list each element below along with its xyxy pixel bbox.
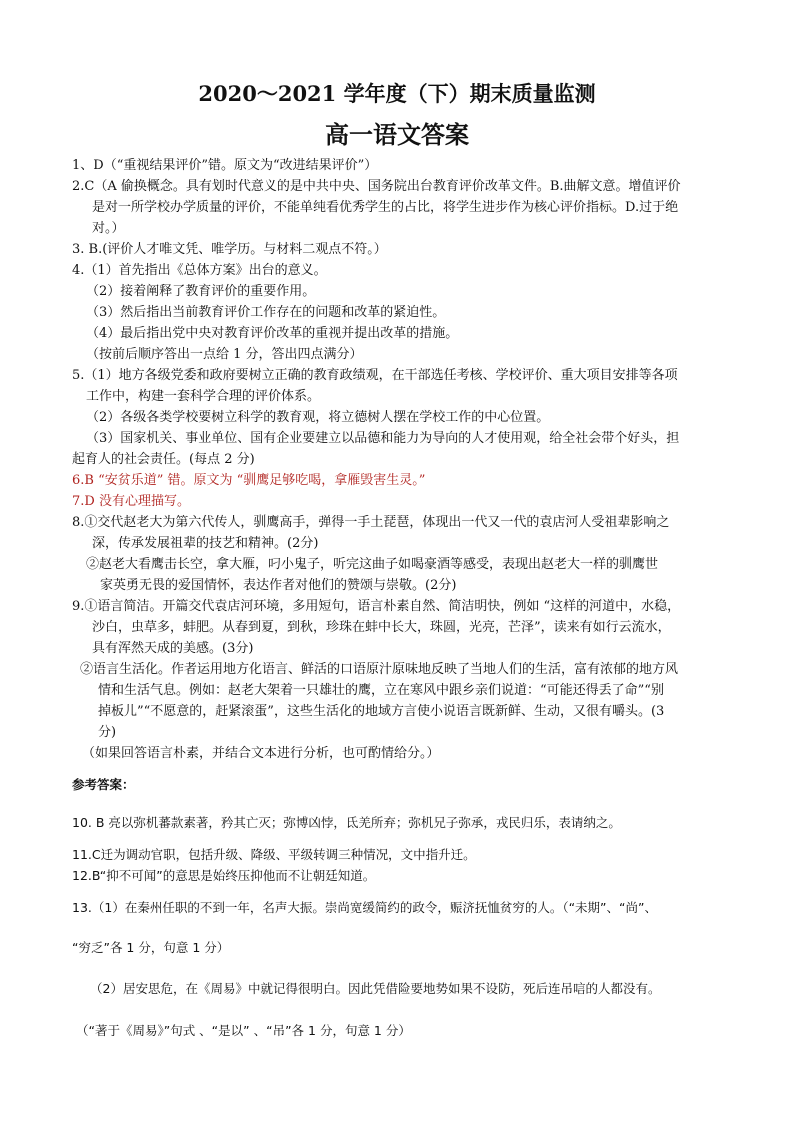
answer-line-q4: 4.（1）首先指出《总体方案》出台的意义。 [72, 263, 327, 278]
section-heading: 参考答案： [72, 777, 135, 792]
answer-line-q4-scoring: （按前后顺序答出一点给 1 分，答出四点满分） [86, 347, 363, 362]
answer-line-q9-cont: 具有浑然天成的美感。(3分) [92, 641, 254, 656]
answer-line-q11: 11.C迁为调动官职，包括升级、降级、平级转调三种情况，文中指升迁。 [72, 847, 476, 862]
answer-line-q9-cont: 情和生活气息。例如：赵老大架着一只雄壮的鹰，立在寒风中跟乡亲们说道：“可能还得丢了命”“别 [98, 683, 664, 698]
answer-line-q4-point: （2）接着阐释了教育评价的重要作用。 [86, 284, 316, 299]
answer-line-q4-point: （3）然后指出当前教育评价工作存在的问题和改革的紧迫性。 [86, 305, 446, 320]
answer-line-q12: 12.B“抑不可闻”的意思是始终压抑他而不让朝廷知道。 [72, 868, 376, 883]
answer-line-q8-point: ②赵老大看鹰击长空，拿大雁，叼小鬼子，听完这曲子如喝豪酒等感受，表现出赵老大一样的驯鹰世 [86, 557, 659, 572]
answer-line-q13-scoring: “穷乏”各 1 分，句意 1 分） [72, 940, 230, 955]
answer-line-q10: 10. B 亮以弥机蕃款素著，矜其亡灭；弥博凶悖，氐羌所弃；弥机兄子弥承，戎民归乐，表请纳之。 [72, 815, 621, 830]
answer-line-q8-cont: 深，传承发展祖辈的技艺和精神。(2分) [92, 536, 319, 551]
answer-line-q3: 3. B.(评价人才唯文凭、唯学历。与材料二观点不符。） [72, 242, 387, 257]
answer-line-q9: 9.①语言简洁。开篇交代袁店河环境，多用短句，语言朴素自然、简洁明快，例如 “这样的河道中，水稳， [72, 599, 681, 614]
answer-line-q5: 5.（1）地方各级党委和政府要树立正确的教育政绩观，在干部选任考核、学校评价、重大项目安排等各项 [72, 368, 678, 383]
answer-line-q1: 1、D（“重视结果评价”错。原文为“改进结果评价”） [72, 158, 378, 173]
doc-subtitle: 高一语文答案 [325, 120, 469, 149]
answer-line-q5-cont: 工作中，构建一套科学合理的评价体系。 [86, 389, 321, 404]
answer-line-q13: 13.（1）在秦州任职的不到一年，名声大振。崇尚宽缓简约的政令，赈济抚恤贫穷的人。（“未期”、“尚”、 [72, 900, 657, 915]
answer-line-q9-cont: 掉板儿”“不愿意的，赶紧滚蛋”，这些生活化的地域方言使小说语言既新鲜、生动，又很有嚼头。(3 [98, 704, 665, 719]
answer-line-q8: 8.①交代赵老大为第六代传人，驯鹰高手，弹得一手土琵琶，体现出一代又一代的袁店河人受祖辈影响之 [72, 515, 670, 530]
answer-line-q6: 6.B “安贫乐道” 错。原文为 “驯鹰足够吃喝，拿雁毁害生灵。” [72, 473, 426, 488]
answer-line-q13-point: （2）居安思危，在《周易》中就记得很明白。因此凭借险要地势如果不设防，死后连吊唁的人都没有。 [90, 981, 661, 996]
answer-line-q5-point: （2）各级各类学校要树立科学的教育观，将立德树人摆在学校工作的中心位置。 [86, 410, 550, 425]
answer-line-q4-point: （4）最后指出党中央对教育评价改革的重视并提出改革的措施。 [86, 326, 459, 341]
answer-line-q2-cont: 是对一所学校办学质量的评价，不能单纯看优秀学生的占比，将学生进步作为核心评价指标。D.过于绝 [92, 200, 679, 215]
answer-line-q9-scoring: （如果回答语言朴素，并结合文本进行分析，也可酌情给分。） [82, 746, 440, 761]
answer-line-q13-scoring: （“著于《周易》”句式 、“是以” 、“吊”各 1 分，句意 1 分） [76, 1023, 411, 1038]
answer-line-q8-cont: 家英勇无畏的爱国情怀，表达作者对他们的赞颂与崇敬。(2分) [100, 578, 457, 593]
answer-line-q7: 7.D 没有心理描写。 [72, 494, 190, 509]
exam-title: 2020～2021 学年度（下）期末质量监测 [198, 81, 596, 106]
answer-line-q2: 2.C（A 偷换概念。具有划时代意义的是中共中央、国务院出台教育评价改革文件。B.曲解文意。增值评价 [72, 179, 681, 194]
answer-line-q9-cont: 沙白，虫草多，蚌肥。从春到夏，到秋，珍珠在蚌中长大，珠圆，光亮，芒泽”，读来有如行云流水， [92, 620, 671, 635]
answer-line-q5-point: （3）国家机关、事业单位、国有企业要建立以品德和能力为导向的人才使用观，给全社会带个好头，担 [86, 431, 680, 446]
answer-line-q9-point: ②语言生活化。作者运用地方化语言、鲜活的口语原汁原味地反映了当地人们的生活，富有浓郁的地方风 [80, 662, 679, 677]
answer-line-q9-cont: 分) [98, 725, 117, 740]
answer-line-q2-cont: 对。） [92, 221, 125, 236]
answer-line-q5-cont: 起育人的社会责任。(每点 2 分) [72, 452, 255, 467]
